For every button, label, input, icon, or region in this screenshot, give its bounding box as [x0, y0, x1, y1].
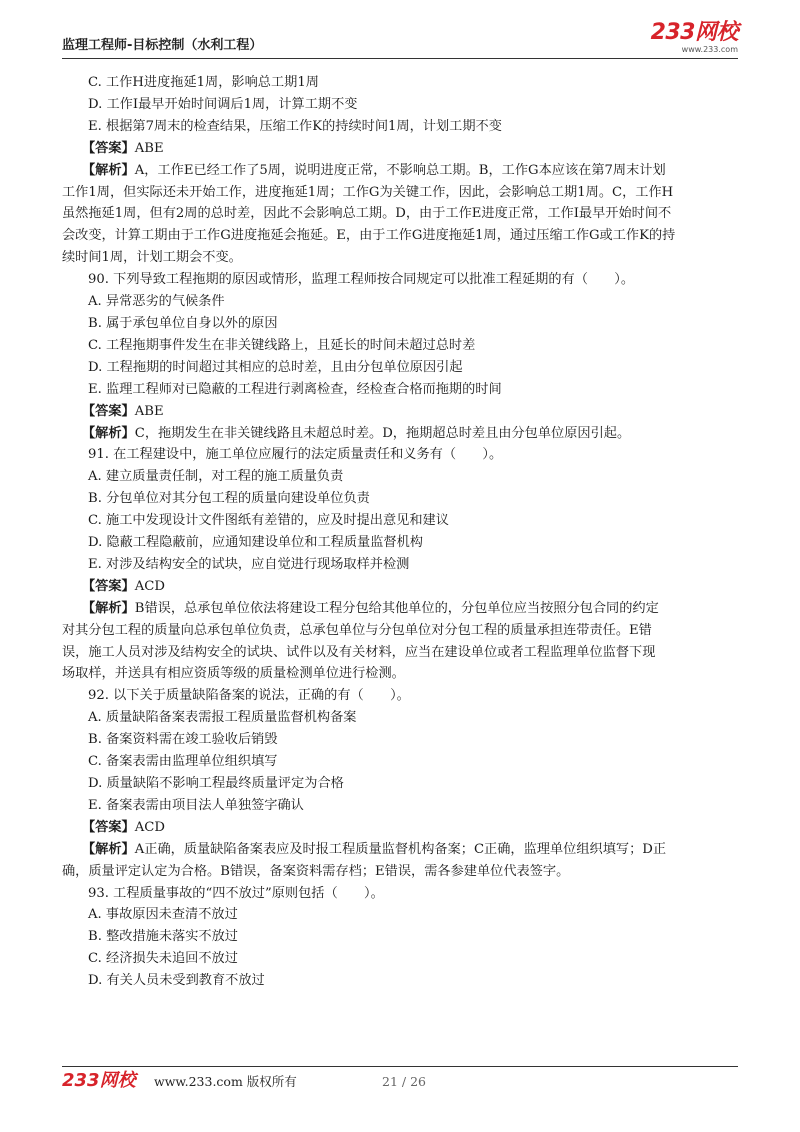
- line-label: 【解析】: [82, 162, 135, 178]
- explanation-continuation: 工作1周，但实际还未开始工作，进度拖延1周；工作G为关键工作，因此，会影响总工期1周。C，工作H: [62, 184, 674, 200]
- labeled-line: [62, 817, 740, 839]
- line-label: 【解析】: [82, 425, 135, 441]
- line-text: ACD: [134, 819, 165, 835]
- logo-text: 233网校: [650, 20, 738, 45]
- line-text: ACD: [134, 578, 165, 594]
- answer-option: E. 对涉及结构安全的试块，应自觉进行现场取样并检测: [88, 556, 410, 572]
- answer-option: D. 质量缺陷不影响工程最终质量评定为合格: [88, 776, 344, 791]
- labeled-line: [62, 401, 740, 423]
- answer-option: C. 备案表需由监理单位组织填写: [88, 754, 278, 770]
- answer-option: B. 备案资料需在竣工验收后销毁: [88, 732, 278, 748]
- footer-divider: [62, 1066, 738, 1067]
- answer-option: B. 整改措施未落实不放过: [88, 929, 238, 945]
- answer-option: C. 经济损失未追回不放过: [88, 951, 238, 967]
- line-label: 【答案】: [82, 578, 135, 594]
- document-body: [62, 72, 740, 992]
- answer-option: E. 备案表需由项目法人单独签字确认: [88, 797, 304, 813]
- answer-option: D. 隐蔽工程隐蔽前，应通知建设单位和工程质量监督机构: [88, 535, 423, 551]
- answer-option: C. 工作H进度拖延1周，影响总工期1周: [88, 75, 319, 90]
- document-title: 监理工程师-目标控制（水利工程）: [62, 38, 263, 53]
- answer-option: C. 工程拖期事件发生在非关键线路上，且延长的时间未超过总时差: [88, 337, 476, 353]
- question-stem: 91. 在工程建设中，施工单位应履行的法定质量责任和义务有（ ）。: [88, 447, 503, 463]
- answer-option: B. 属于承包单位自身以外的原因: [88, 315, 278, 331]
- explanation-continuation: 误，施工人员对涉及结构安全的试块、试件以及有关材料，应当在建设单位或者工程监理单位监督下现: [62, 644, 656, 660]
- footer-copyright: www.233.com 版权所有: [154, 1074, 297, 1089]
- answer-option: E. 监理工程师对已隐蔽的工程进行剥离检查，经检查合格而拖期的时间: [88, 381, 502, 397]
- question-stem: 90. 下列导致工程拖期的原因或情形，监理工程师按合同规定可以批准工程延期的有（ ）。: [88, 272, 635, 288]
- answer-option: B. 分包单位对其分包工程的质量向建设单位负责: [88, 491, 370, 507]
- labeled-line: [62, 839, 740, 861]
- logo-url: www.233.com: [681, 45, 738, 54]
- line-label: 【解析】: [82, 600, 135, 616]
- answer-option: E. 根据第7周末的检查结果，压缩工作K的持续时间1周，计划工期不变: [88, 118, 502, 134]
- answer-option: A. 异常恶劣的气候条件: [88, 294, 225, 310]
- line-label: 【答案】: [82, 140, 135, 156]
- line-text: B错误，总承包单位依法将建设工程分包给其他单位的，分包单位应当按照分包合同的约定: [134, 600, 659, 616]
- footer-logo: 233网校: [62, 1070, 136, 1091]
- explanation-continuation: 会改变，计算工期由于工作G进度拖延会拖延。E，由于工作G进度拖延1周，通过压缩工作G或工作K的持: [62, 228, 676, 244]
- line-text: A，工作E已经工作了5周，说明进度正常，不影响总工期。B，工作G本应该在第7周末计划: [134, 162, 666, 178]
- labeled-line: [62, 598, 740, 620]
- line-text: A正确，质量缺陷备案表应及时报工程质量监督机构备案；C正确，监理单位组织填写；D正: [134, 841, 667, 857]
- line-label: 【答案】: [82, 403, 135, 419]
- page-number: 21 / 26: [382, 1074, 426, 1089]
- explanation-continuation: 虽然拖延1周，但有2周的总时差，因此不会影响总工期。D，由于工作E进度正常，工作I最早开始时间不: [62, 206, 672, 222]
- explanation-continuation: 确，质量评定认定为合格。B错误，备案资料需存档；E错误，需各参建单位代表签字。: [62, 863, 570, 879]
- brand-logo: [651, 22, 738, 54]
- answer-option: D. 工程拖期的时间超过其相应的总时差，且由分包单位原因引起: [88, 359, 463, 375]
- explanation-continuation: 续时间1周，计划工期会不变。: [62, 250, 242, 266]
- answer-option: A. 质量缺陷备案表需报工程质量监督机构备案: [88, 710, 357, 726]
- labeled-line: [62, 160, 740, 182]
- answer-option: D. 工作I最早开始时间调后1周，计算工期不变: [88, 96, 358, 112]
- labeled-line: [62, 138, 740, 160]
- page-header: [62, 22, 738, 58]
- line-label: 【答案】: [82, 819, 135, 835]
- labeled-line: [62, 423, 740, 445]
- explanation-continuation: 对其分包工程的质量向总承包单位负责，总承包单位与分包单位对分包工程的质量承担连带责任。E错: [62, 622, 652, 638]
- answer-option: D. 有关人员未受到教育不放过: [88, 973, 265, 989]
- header-divider: [62, 58, 738, 59]
- line-text: ABE: [134, 403, 164, 419]
- answer-option: A. 建立质量责任制，对工程的施工质量负责: [88, 469, 344, 485]
- page-footer: [62, 1070, 738, 1094]
- answer-option: C. 施工中发现设计文件图纸有差错的，应及时提出意见和建议: [88, 513, 449, 529]
- question-stem: 92. 以下关于质量缺陷备案的说法，正确的有（ ）。: [88, 688, 410, 704]
- answer-option: A. 事故原因未查清不放过: [88, 907, 238, 923]
- line-text: C，拖期发生在非关键线路且未超总时差。D，拖期超总时差且由分包单位原因引起。: [134, 425, 631, 441]
- explanation-continuation: 场取样，并送具有相应资质等级的质量检测单位进行检测。: [62, 666, 405, 682]
- line-text: ABE: [134, 140, 164, 156]
- labeled-line: [62, 576, 740, 598]
- line-label: 【解析】: [82, 841, 135, 857]
- question-stem: 93. 工程质量事故的“四不放过”原则包括（ ）。: [88, 885, 384, 901]
